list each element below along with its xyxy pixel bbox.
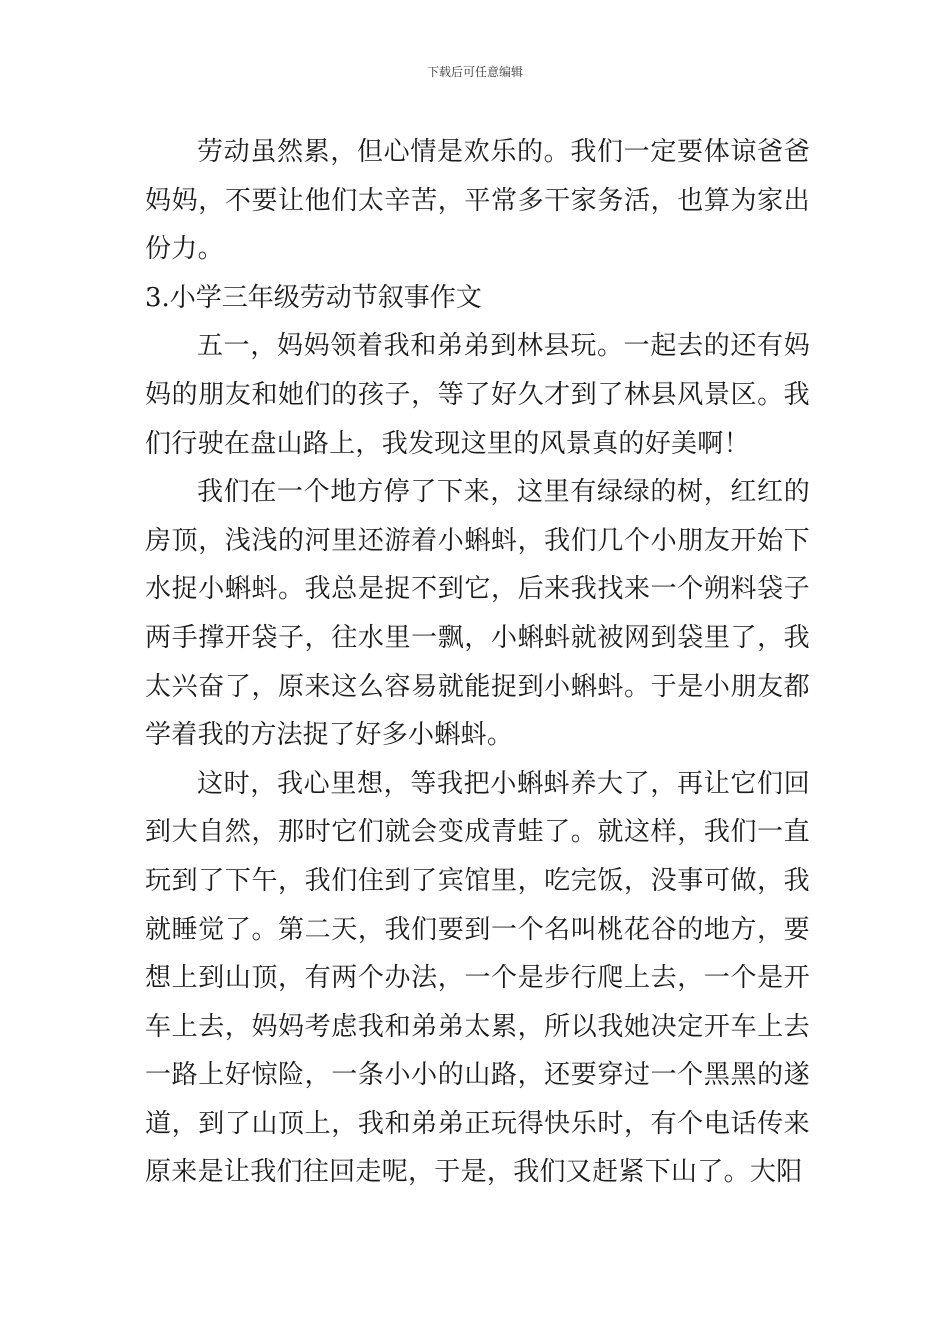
- section-heading: 3.小学三年级劳动节叙事作文: [145, 282, 482, 313]
- document-body: [145, 128, 810, 1197]
- section-paragraph-2: 我们在一个地方停了下来，这里有绿绿的树，红红的房顶，浅浅的河里还游着小蝌蚪，我们几个小朋友开始下水捉小蝌蚪。我总是捉不到它，后来我找来一个朔料袋子两手撑开袋子，往水里一飘，小蝌蚪就被网到袋里了，我太兴奋了，原来这么容易就能捉到小蝌蚪。于是小朋友都学着我的方法捉了好多小蝌蚪。: [145, 477, 810, 751]
- page-header: 下载后可任意编辑: [426, 65, 523, 79]
- section-paragraph-3: 这时，我心里想，等我把小蝌蚪养大了，再让它们回到大自然，那时它们就会变成青蛙了。就这样，我们一直玩到了下午，我们住到了宾馆里，吃完饭，没事可做，我就睡觉了。第二天，我们要到一个名叫桃花谷的地方，要想上到山顶，有两个办法，一个是步行爬上去，一个是开车上去，妈妈考虑我和弟弟太累，所以我她决定开车上去一路上好惊险，一条小小的山路，还要穿过一个黑黑的遂道，到了山顶上，我和弟弟正玩得快乐时，有个电话传来原来是让我们往回走呢，于是，我们又赶紧下山了。大阳: [145, 768, 810, 1188]
- section-paragraph-1: 五一，妈妈领着我和弟弟到林县玩。一起去的还有妈妈的朋友和她们的孩子，等了好久才到了林县风景区。我们行驶在盘山路上，我发现这里的风景真的好美啊！: [145, 331, 810, 459]
- paragraph-intro: 劳动虽然累，但心情是欢乐的。我们一定要体谅爸爸妈妈，不要让他们太辛苦，平常多干家务活，也算为家出份力。: [145, 137, 810, 265]
